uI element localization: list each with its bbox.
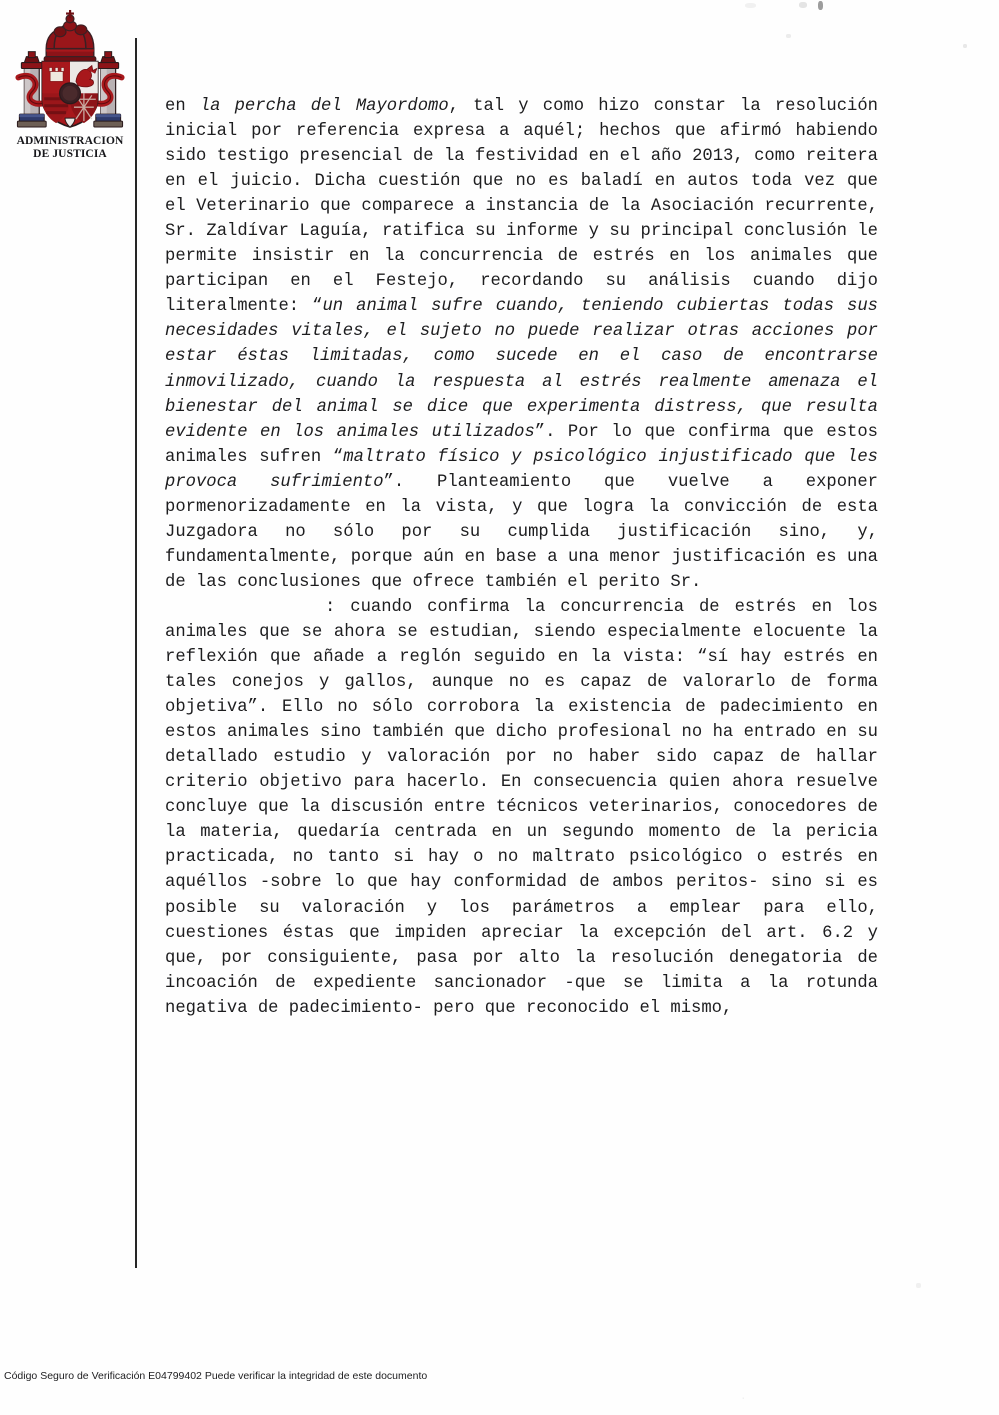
footer-page-mark: ·: [742, 1395, 745, 1402]
body-text-run: ”. Por lo que confirma que estos animales sufren “: [165, 422, 878, 467]
document-body: [165, 94, 878, 1021]
spain-coat-of-arms-icon: [10, 8, 130, 133]
vertical-margin-rule: [135, 38, 137, 1268]
footer-text: Código Seguro de Verificación E04799402 Puede verificar la integridad de este documento: [4, 1370, 428, 1382]
scan-artifact: [786, 34, 791, 38]
quoted-text: maltrato físico y psicológico injustificado que les provoca sufrimiento: [165, 447, 878, 492]
masthead-caption-line-1: ADMINISTRACION: [16, 135, 124, 147]
scan-artifact: [818, 1, 823, 10]
masthead-caption: [0, 135, 140, 161]
paragraph: [165, 595, 878, 1021]
paragraph: [165, 94, 878, 595]
masthead: [0, 8, 140, 161]
masthead-caption-line-2: DE JUSTICIA: [33, 148, 107, 160]
body-text-run: en: [165, 97, 200, 116]
scan-artifact: [916, 1283, 921, 1288]
scan-artifact: [745, 3, 756, 8]
scan-artifact: [799, 2, 807, 8]
body-text-run: ”. Planteamiento que vuelve a exponer pormenorizadamente en la vista, y que logra la convicción de esta Juzgadora no sólo por su cumplida justificación sino, y, fundamentalmente, porque aún en base a una menor justificación es una de las conclusiones que ofrece también el perito Sr.: [165, 472, 878, 592]
body-text-run: , tal y como hizo constar la resolución inicial por referencia expresa a aquél; hechos que afirmó habiendo sido testigo presencial de la festividad en el año 2013, como reitera en el juicio. Dicha cuestión que no es baladí en autos toda vez que el Veterinario que comparece a instancia de la Asociación recurrente, Sr. Zaldívar Laguía, ratifica su informe y su principal conclusión le permite insistir en la concurrencia de estrés en los animales que participan en el Festejo, recordando su análisis cuando dijo literalmente: “: [165, 97, 878, 317]
quoted-text: la percha del Mayordomo: [199, 97, 449, 116]
quoted-text: un animal sufre cuando, teniendo cubiertas todas sus necesidades vitales, el sujeto no puede realizar otras acciones por estar éstas limitadas, como sucede en el caso de encontrarse inmovilizado, cuando la respuesta al estrés realmente amenaza el bienestar del animal se dice que experimenta distress, que resulta evidente en los animales utilizados: [165, 297, 879, 442]
footer-strip: [4, 1370, 704, 1395]
scan-artifact: [963, 44, 967, 48]
body-text-run: : cuando confirma la concurrencia de estrés en los animales que se ahora se estudian, siendo especialmente elocuente la reflexión que añade a reglón seguido en la vista: “sí hay estrés en tales conejos y gallos, aunque no es capaz de valorarlo de forma objetiva”. Ello no sólo corrobora la existencia de padecimiento en estos animales sino también que dicho profesional no ha entrado en su detallado estudio y valoración por no haber sido capaz de hallar criterio objetivo para hacerlo. En consecuencia quien ahora resuelve concluye que la discusión entre técnicos veterinarios, conocedores de la materia, quedaría centrada en un segundo momento de la pericia practicada, no tanto si hay o no maltrato psicológico o estrés en aquéllos -sobre lo que hay conformidad de ambos peritos- sino si es posible su valoración y los parámetros a emplear para ello, cuestiones éstas que impiden apreciar la excepción del art. 6.2 y que, por consiguiente, pasa por alto la resolución denegatoria de incoación de expediente sancionador -que se limita a la rotunda negativa de padecimiento- pero que reconocido el mismo,: [165, 597, 878, 1018]
